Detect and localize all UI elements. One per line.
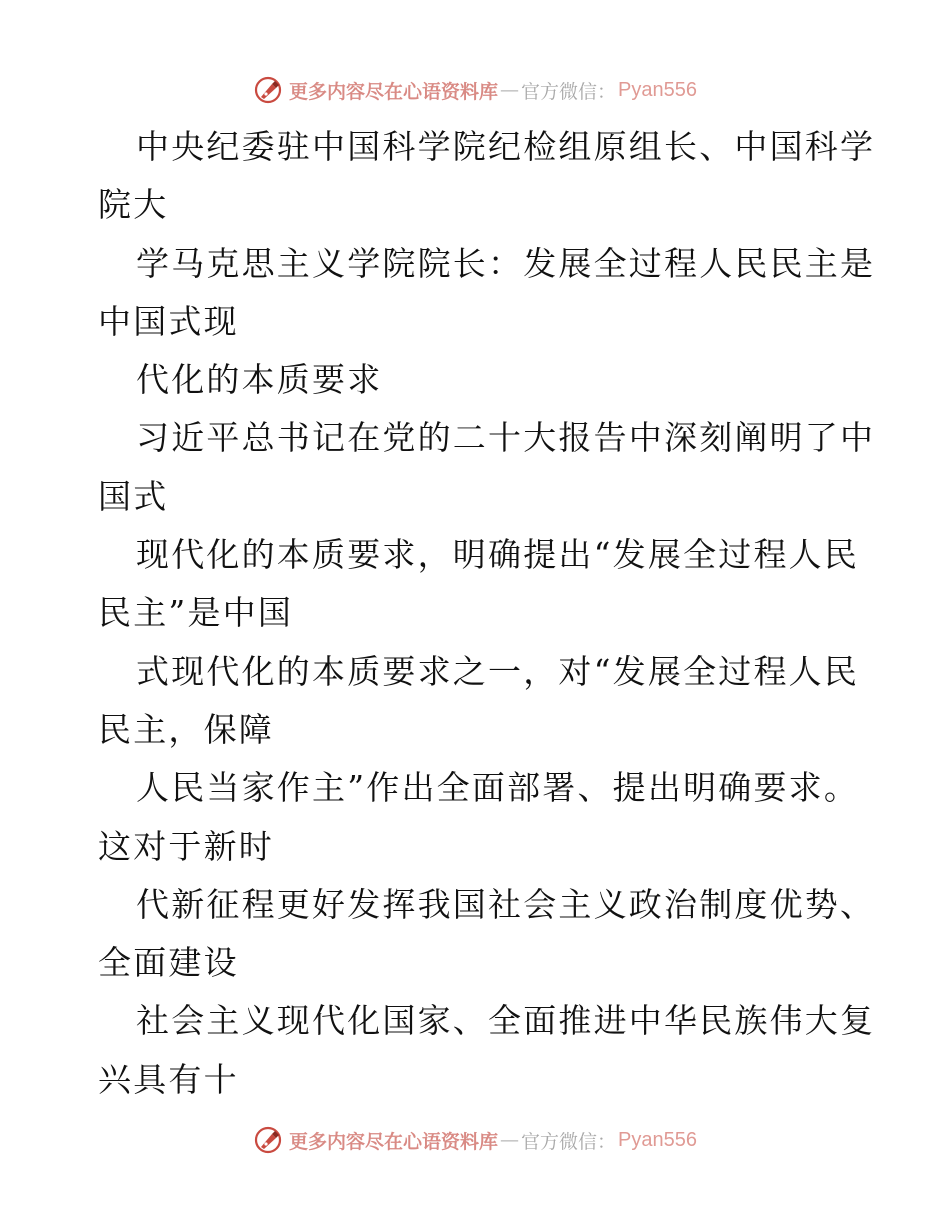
watermark-sub-text: 官方微信： [521, 80, 617, 103]
document-body [98, 118, 876, 1109]
text-line: 中国式现 [98, 301, 239, 341]
watermark-wechat-id: Pyan556 [618, 78, 697, 101]
watermark-main-text: 更多内容尽在心语资料库 [289, 1130, 499, 1153]
text-line: 社会主义现代化国家、全面推进中华民族伟大复 [136, 1001, 876, 1041]
text-line: 代新征程更好发挥我国社会主义政治制度优势、 [136, 884, 876, 924]
header-watermark [0, 70, 950, 110]
watermark-sub-text: 官方微信： [521, 1130, 617, 1153]
text-line: 学马克思主义学院院长：发展全过程人民民主是 [136, 243, 876, 283]
text-line: 习近平总书记在党的二十大报告中深刻阐明了中 [136, 418, 876, 458]
text-line: 中央纪委驻中国科学院纪检组原组长、中国科学 [136, 127, 876, 166]
text-line: 院大 [98, 185, 169, 225]
text-line: 全面建设 [98, 943, 239, 983]
text-line: 民主”是中国 [98, 593, 294, 633]
text-line: 兴具有十 [98, 1059, 239, 1099]
watermark-dash: — [500, 79, 520, 101]
footer-watermark [0, 1120, 950, 1160]
text-line: 现代化的本质要求，明确提出“发展全过程人民 [136, 535, 860, 575]
text-line: 这对于新时 [98, 826, 274, 866]
text-line: 人民当家作主”作出全面部署、提出明确要求。 [136, 768, 860, 808]
watermark-wechat-id: Pyan556 [618, 1128, 697, 1151]
text-line: 式现代化的本质要求之一，对“发展全过程人民 [136, 651, 860, 691]
pen-nib-logo-icon [253, 1125, 283, 1155]
watermark-main-text: 更多内容尽在心语资料库 [289, 80, 499, 103]
text-line: 民主，保障 [98, 709, 274, 749]
text-line: 代化的本质要求 [136, 360, 383, 400]
watermark-dash: — [500, 1129, 520, 1151]
text-line: 国式 [98, 476, 169, 516]
pen-nib-logo-icon [253, 75, 283, 105]
